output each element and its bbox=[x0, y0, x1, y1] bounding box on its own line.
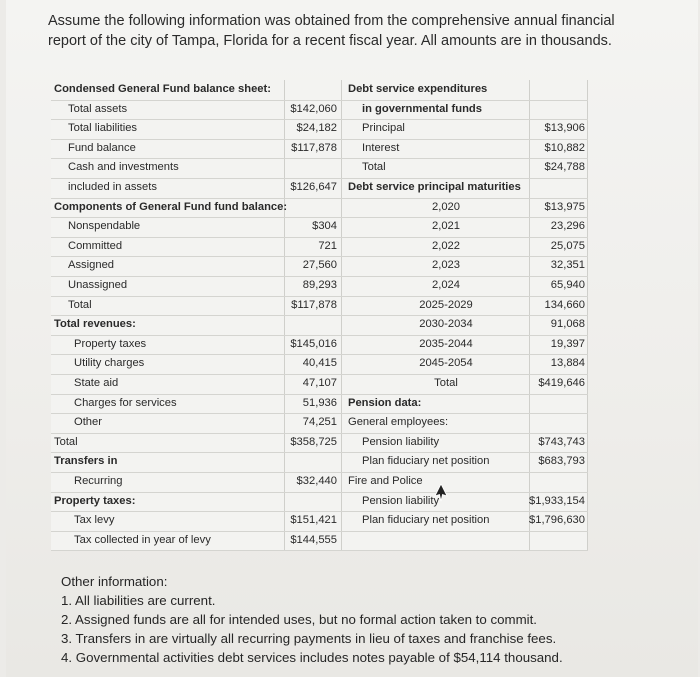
left-label: Components of General Fund fund balance: bbox=[54, 200, 288, 213]
financial-data-table bbox=[51, 80, 588, 550]
right-amount: $1,933,154 bbox=[529, 494, 585, 507]
right-amount: $13,975 bbox=[544, 200, 585, 213]
table-row bbox=[51, 315, 588, 336]
table-row bbox=[51, 452, 588, 473]
right-amount bbox=[529, 394, 585, 414]
right-amount: 19,397 bbox=[550, 337, 585, 350]
left-amount: $32,440 bbox=[296, 475, 337, 487]
right-label: Interest bbox=[362, 141, 400, 154]
right-amount: 134,660 bbox=[544, 298, 585, 311]
table-row bbox=[51, 256, 588, 277]
note-item: 4. Governmental activities debt services includes notes payable of $54,114 thousand. bbox=[61, 650, 563, 665]
left-label: Condensed General Fund balance sheet: bbox=[54, 83, 271, 95]
left-amount: $117,878 bbox=[291, 298, 337, 311]
table-row bbox=[51, 492, 588, 513]
right-label: 2030-2034 bbox=[419, 318, 473, 331]
right-amount: $419,646 bbox=[538, 377, 585, 389]
right-amount bbox=[529, 413, 585, 433]
table-row bbox=[51, 531, 588, 552]
right-amount: $1,796,630 bbox=[529, 514, 585, 527]
table-row bbox=[51, 237, 588, 258]
right-amount bbox=[529, 472, 585, 492]
right-label: 2,023 bbox=[432, 259, 460, 272]
right-amount: $683,793 bbox=[538, 455, 585, 468]
mouse-pointer-icon bbox=[434, 484, 448, 502]
right-amount bbox=[529, 100, 585, 120]
left-amount: $126,647 bbox=[290, 181, 337, 193]
table-row bbox=[51, 335, 588, 356]
right-label: 2,021 bbox=[432, 220, 460, 233]
right-amount bbox=[529, 178, 585, 198]
left-label: Property taxes bbox=[74, 337, 147, 350]
right-amount: $13,906 bbox=[544, 122, 585, 135]
right-label: Debt service principal maturities bbox=[348, 181, 521, 193]
left-label: Total liabilities bbox=[68, 122, 138, 135]
right-amount: 91,068 bbox=[550, 318, 585, 331]
right-amount bbox=[529, 531, 585, 551]
right-amount: 23,296 bbox=[550, 220, 585, 233]
left-label: Cash and investments bbox=[68, 161, 179, 174]
table-row bbox=[51, 158, 588, 179]
right-label: 2,020 bbox=[432, 200, 460, 213]
table-row bbox=[51, 139, 588, 160]
left-label: Transfers in bbox=[54, 455, 118, 468]
left-amount: 47,107 bbox=[302, 377, 337, 389]
left-amount: $24,182 bbox=[296, 122, 337, 135]
left-amount bbox=[284, 492, 337, 512]
right-amount: $24,788 bbox=[544, 161, 585, 174]
table-row bbox=[51, 354, 588, 375]
right-amount: 32,351 bbox=[550, 259, 585, 272]
table-row bbox=[51, 394, 588, 415]
table-row bbox=[51, 413, 588, 434]
left-amount: $151,421 bbox=[290, 514, 337, 527]
right-amount bbox=[529, 80, 585, 100]
table-row bbox=[51, 178, 588, 199]
left-label: Recurring bbox=[74, 475, 123, 487]
left-label: included in assets bbox=[68, 181, 157, 193]
left-label: Tax levy bbox=[74, 514, 115, 527]
left-amount: $358,725 bbox=[290, 435, 337, 448]
left-label: Assigned bbox=[68, 259, 115, 272]
table-row bbox=[51, 511, 588, 532]
intro-line-2: report of the city of Tampa, Florida for a recent fiscal year. All amounts are in thousands. bbox=[48, 33, 612, 49]
left-amount bbox=[284, 80, 337, 100]
left-label: Total bbox=[54, 435, 78, 448]
left-label: Tax collected in year of levy bbox=[74, 533, 211, 546]
table-row bbox=[51, 374, 588, 395]
right-label: 2025-2029 bbox=[419, 298, 473, 311]
left-label: Total revenues: bbox=[54, 318, 136, 331]
right-label: 2045-2054 bbox=[419, 357, 473, 370]
other-information bbox=[61, 572, 621, 667]
table-row bbox=[51, 433, 588, 454]
left-amount: 721 bbox=[318, 239, 337, 252]
left-amount: 89,293 bbox=[302, 279, 337, 291]
right-label: Total bbox=[362, 161, 386, 174]
right-label: Fire and Police bbox=[348, 475, 423, 487]
left-amount: $142,060 bbox=[290, 102, 337, 115]
right-amount: 65,940 bbox=[550, 279, 585, 291]
right-amount: $743,743 bbox=[538, 435, 585, 448]
left-amount: 51,936 bbox=[302, 396, 337, 409]
left-label: Utility charges bbox=[74, 357, 145, 370]
left-amount: $304 bbox=[312, 220, 337, 233]
right-amount: $10,882 bbox=[544, 141, 585, 154]
table-row bbox=[51, 80, 588, 101]
left-label: Total bbox=[68, 298, 92, 311]
table-row bbox=[51, 296, 588, 317]
right-label: 2,022 bbox=[432, 239, 460, 252]
right-label: in governmental funds bbox=[362, 102, 482, 115]
right-label: 2,024 bbox=[432, 279, 460, 291]
document-page bbox=[6, 0, 698, 677]
right-label: Debt service expenditures bbox=[348, 83, 488, 95]
left-label: Fund balance bbox=[68, 141, 136, 154]
table-row bbox=[51, 100, 588, 121]
right-label: Principal bbox=[362, 122, 405, 135]
left-amount: 40,415 bbox=[302, 357, 337, 370]
right-label: 2035-2044 bbox=[419, 337, 473, 350]
right-label: Plan fiduciary net position bbox=[362, 455, 490, 468]
right-amount: 13,884 bbox=[550, 357, 585, 370]
right-label: Pension liability bbox=[362, 435, 440, 448]
right-amount: 25,075 bbox=[550, 239, 585, 252]
left-amount bbox=[284, 158, 337, 178]
left-amount bbox=[284, 452, 337, 472]
left-label: Charges for services bbox=[74, 396, 177, 409]
table-row bbox=[51, 198, 588, 219]
left-label: Nonspendable bbox=[68, 220, 141, 233]
left-label: State aid bbox=[74, 377, 119, 389]
table-row bbox=[51, 472, 588, 493]
left-amount: $117,878 bbox=[291, 141, 337, 154]
right-label: Plan fiduciary net position bbox=[362, 514, 490, 527]
right-label bbox=[348, 531, 526, 551]
left-label: Total assets bbox=[68, 102, 128, 115]
table-row bbox=[51, 217, 588, 238]
table-row bbox=[51, 119, 588, 140]
intro-line-1: Assume the following information was obtained from the comprehensive annual financial bbox=[48, 13, 615, 29]
left-amount: $144,555 bbox=[290, 533, 337, 546]
left-amount bbox=[284, 198, 337, 218]
table-row bbox=[51, 276, 588, 297]
left-label: Unassigned bbox=[68, 279, 128, 291]
left-amount: $145,016 bbox=[290, 337, 337, 350]
right-label: Total bbox=[434, 377, 458, 389]
right-label: General employees: bbox=[348, 416, 449, 429]
right-label: Pension liability bbox=[362, 494, 440, 507]
left-label: Other bbox=[74, 416, 102, 429]
note-item: 3. Transfers in are virtually all recurring payments in lieu of taxes and franchise fees. bbox=[61, 631, 557, 646]
left-label: Property taxes: bbox=[54, 494, 136, 507]
left-amount bbox=[284, 315, 337, 335]
note-item: 1. All liabilities are current. bbox=[61, 593, 216, 608]
left-amount: 27,560 bbox=[302, 259, 337, 272]
note-item: 2. Assigned funds are all for intended uses, but no formal action taken to commit. bbox=[61, 612, 537, 627]
notes-heading: Other information: bbox=[61, 574, 168, 589]
left-label: Committed bbox=[68, 239, 123, 252]
intro-text bbox=[48, 11, 648, 51]
right-label: Pension data: bbox=[348, 396, 422, 409]
left-amount: 74,251 bbox=[302, 416, 337, 429]
